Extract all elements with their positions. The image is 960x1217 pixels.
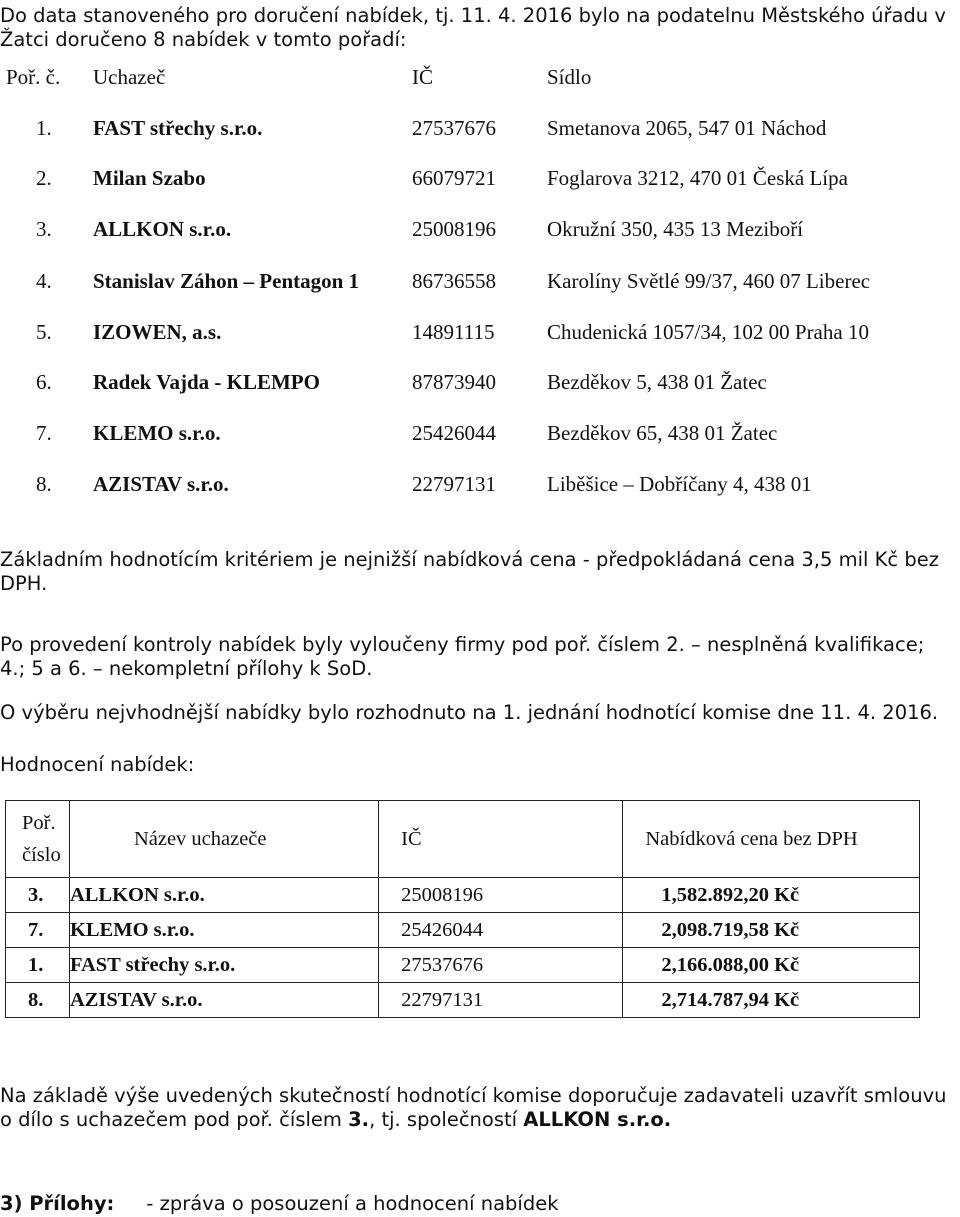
row-price: 2,166.088,00 Kč bbox=[623, 948, 920, 983]
row-number: 7. bbox=[6, 913, 70, 948]
row-number: 2. bbox=[36, 166, 52, 190]
row-seat: Bezděkov 5, 438 01 Žatec bbox=[547, 370, 767, 394]
row-seat: Liběšice – Dobříčany 4, 438 01 bbox=[547, 472, 812, 496]
row-name: AZISTAV s.r.o. bbox=[69, 983, 378, 1018]
attachments-item: - zpráva o posouzení a hodnocení nabídek bbox=[146, 1192, 559, 1215]
row-ic: 25008196 bbox=[412, 217, 496, 241]
table-row bbox=[6, 913, 920, 948]
criterion-line-1: Základním hodnotícím kritériem je nejnižší nabídková cena - předpokládaná cena 3,5 mil Kč bez bbox=[0, 548, 939, 571]
row-number: 8. bbox=[6, 983, 70, 1018]
exclusion-line-2: 4.; 5 a 6. – nekompletní přílohy k SoD. bbox=[0, 657, 373, 680]
row-seat: Bezděkov 65, 438 01 Žatec bbox=[547, 421, 778, 445]
table-row bbox=[0, 319, 955, 345]
evaluation-table bbox=[5, 800, 920, 1018]
row-ic: 27537676 bbox=[379, 948, 623, 983]
row-ic: 25426044 bbox=[379, 913, 623, 948]
recommendation-paragraph bbox=[0, 1084, 955, 1132]
recommendation-line-2-prefix: o dílo s uchazečem pod poř. číslem bbox=[0, 1108, 349, 1131]
header-order-line-2: číslo bbox=[22, 844, 61, 866]
row-name: Milan Szabo bbox=[93, 166, 206, 190]
row-seat: Chudenická 1057/34, 102 00 Praha 10 bbox=[547, 320, 869, 344]
intro-paragraph bbox=[0, 4, 955, 52]
row-ic: 25426044 bbox=[412, 421, 496, 445]
row-number: 3. bbox=[6, 878, 70, 913]
row-number: 7. bbox=[36, 421, 52, 445]
attachments-line bbox=[0, 1192, 955, 1216]
exclusion-line-1: Po provedení kontroly nabídek byly vyloučeny firmy pod poř. číslem 2. – nesplněná kvalifikace; bbox=[0, 633, 925, 656]
recommendation-number: 3. bbox=[348, 1108, 370, 1131]
row-seat: Karolíny Světlé 99/37, 460 07 Liberec bbox=[547, 269, 871, 293]
table-row bbox=[6, 948, 920, 983]
row-name: AZISTAV s.r.o. bbox=[93, 472, 229, 496]
recommendation-line-2-middle: , tj. společností bbox=[369, 1108, 524, 1131]
header-order-line-1: Poř. bbox=[22, 812, 56, 834]
row-number: 1. bbox=[6, 948, 70, 983]
row-ic: 27537676 bbox=[412, 116, 496, 140]
table-row bbox=[0, 115, 955, 141]
table-row bbox=[0, 216, 955, 242]
row-ic: 14891115 bbox=[412, 320, 495, 344]
row-name: Radek Vajda - KLEMPO bbox=[93, 370, 320, 394]
row-ic: 87873940 bbox=[412, 370, 496, 394]
row-number: 8. bbox=[36, 472, 52, 496]
row-seat: Smetanova 2065, 547 01 Náchod bbox=[547, 116, 827, 140]
table-row bbox=[0, 268, 955, 294]
offers-table-header bbox=[0, 64, 955, 90]
intro-line-1: Do data stanoveného pro doručení nabídek, tj. 11. 4. 2016 bylo na podatelnu Městského úřadu v bbox=[0, 4, 946, 27]
header-order-cell bbox=[6, 801, 70, 878]
recommendation-line-1: Na základě výše uvedených skutečností hodnotící komise doporučuje zadavateli uzavřít smlouvu bbox=[0, 1084, 947, 1107]
row-price: 1,582.892,20 Kč bbox=[623, 878, 920, 913]
row-name: FAST střechy s.r.o. bbox=[69, 948, 378, 983]
row-ic: 66079721 bbox=[412, 166, 496, 190]
table-row bbox=[6, 878, 920, 913]
row-ic: 25008196 bbox=[379, 878, 623, 913]
header-ic: IČ bbox=[412, 65, 433, 89]
criterion-line-2: DPH. bbox=[0, 572, 48, 595]
decision-paragraph: O výběru nejvhodnější nabídky bylo rozhodnuto na 1. jednání hodnotící komise dne 11. 4. 2016. bbox=[0, 701, 939, 724]
table-row bbox=[0, 165, 955, 191]
table-row bbox=[0, 369, 955, 395]
header-applicant: Uchazeč bbox=[93, 65, 166, 89]
row-name: Stanislav Záhon – Pentagon 1 bbox=[93, 269, 360, 293]
evaluation-table-header bbox=[6, 801, 920, 878]
row-ic: 22797131 bbox=[412, 472, 496, 496]
row-name: ALLKON s.r.o. bbox=[69, 878, 378, 913]
row-name: ALLKON s.r.o. bbox=[93, 217, 232, 241]
row-ic: 86736558 bbox=[412, 269, 496, 293]
header-price: Nabídková cena bez DPH bbox=[623, 801, 920, 878]
row-number: 6. bbox=[36, 370, 52, 394]
exclusion-paragraph bbox=[0, 633, 955, 681]
table-row bbox=[6, 983, 920, 1018]
evaluation-heading: Hodnocení nabídek: bbox=[0, 753, 195, 776]
row-name: KLEMO s.r.o. bbox=[93, 421, 221, 445]
row-name: FAST střechy s.r.o. bbox=[93, 116, 263, 140]
row-seat: Foglarova 3212, 470 01 Česká Lípa bbox=[547, 166, 848, 190]
attachments-label: 3) Přílohy: bbox=[0, 1192, 115, 1215]
row-number: 5. bbox=[36, 320, 52, 344]
header-name: Název uchazeče bbox=[69, 801, 378, 878]
row-ic: 22797131 bbox=[379, 983, 623, 1018]
row-number: 1. bbox=[36, 116, 52, 140]
header-order: Poř. č. bbox=[6, 65, 61, 89]
row-seat: Okružní 350, 435 13 Meziboří bbox=[547, 217, 804, 241]
header-ic: IČ bbox=[379, 801, 623, 878]
recommendation-company: ALLKON s.r.o. bbox=[523, 1108, 672, 1131]
table-row bbox=[0, 420, 955, 446]
criterion-paragraph bbox=[0, 548, 955, 596]
row-number: 4. bbox=[36, 269, 52, 293]
table-row bbox=[0, 471, 955, 497]
row-name: IZOWEN, a.s. bbox=[93, 320, 222, 344]
intro-line-2: Žatci doručeno 8 nabídek v tomto pořadí: bbox=[0, 28, 407, 51]
row-price: 2,714.787,94 Kč bbox=[623, 983, 920, 1018]
row-number: 3. bbox=[36, 217, 52, 241]
row-price: 2,098.719,58 Kč bbox=[623, 913, 920, 948]
row-name: KLEMO s.r.o. bbox=[69, 913, 378, 948]
header-seat: Sídlo bbox=[547, 65, 592, 89]
